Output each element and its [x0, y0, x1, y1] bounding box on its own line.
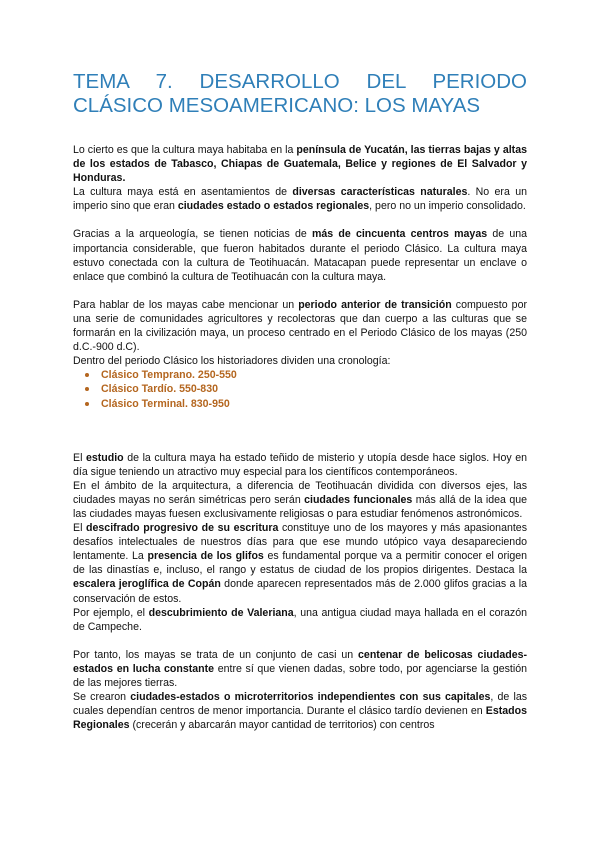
- paragraph-writing: [73, 521, 527, 606]
- text: Gracias a la arqueología, se tienen noticias de: [73, 228, 312, 241]
- text: (crecerán y abarcarán mayor cantidad de territorios) con centros: [129, 719, 435, 732]
- paragraph-transition: [73, 298, 527, 354]
- text: es fundamental porque va a permitir conocer el origen de las dinastías e, incluso, el rango y estatus de ciudad de los propios dirigentes. Destaca la: [73, 550, 528, 577]
- bold-text: presencia de los glifos: [147, 550, 264, 563]
- text: compuesto por una serie de comunidades agricultores y recolectoras que dan cuerpo a las culturas que se formarán en la civilización maya, un proceso centrado en el Periodo Clásico de los mayas (250 d.C.-900 d.C).: [73, 298, 527, 354]
- bold-text: Estados Regionales: [73, 705, 527, 732]
- text: Por ejemplo, el: [73, 606, 149, 619]
- text: constituye uno de los mayores y más apasionantes desafíos intelectuales de nuestros días para que ese mundo utópico vaya desapareciendo lentamente. La: [73, 522, 527, 563]
- text: donde aparecen representados más de 2.000 glifos gracias a la conservación de estos.: [73, 578, 527, 605]
- bold-text: ciudades funcionales: [304, 493, 413, 506]
- paragraph-study: [73, 451, 527, 479]
- bold-text: periodo anterior de transición: [298, 298, 452, 311]
- bold-text: estudio: [85, 451, 124, 464]
- list-item: Clásico Temprano. 250-550: [101, 368, 527, 382]
- list-item: Clásico Tardío. 550-830: [101, 382, 527, 396]
- spacer: [73, 437, 527, 451]
- text: Por tanto, los mayas se trata de un conjunto de casi un: [73, 648, 359, 661]
- bold-text: península de Yucatán, las tierras bajas y altas de los estados de Tabasco, Chiapas de Guatemala, Belice y regiones de El Salvador y Honduras.: [73, 144, 527, 185]
- chronology-list: [73, 368, 527, 410]
- paragraph-city-states: [73, 648, 527, 690]
- text: . No era un imperio sino que eran: [73, 186, 527, 213]
- text: , de las cuales dependían centros de menor importancia. Durante el clásico tardío devienen en: [73, 691, 528, 718]
- page-title: [73, 70, 527, 118]
- paragraph-microterritories: [73, 690, 527, 732]
- text: En el ámbito de la arquitectura, a diferencia de Teotihuacán dividida con diversos ejes, las ciudades mayas no serán simétricas pero serán: [73, 479, 527, 506]
- bold-text: ciudades-estados o microterritorios independientes con sus capitales: [130, 691, 491, 704]
- spacer: [73, 411, 527, 437]
- paragraph-valeriana: [73, 606, 527, 634]
- bold-text: escalera jeroglífica de Copán: [73, 578, 221, 591]
- text: más allá de la idea que las ciudades mayas fuesen exclusivamente religiosas o para estudiar fenómenos astronómicos.: [73, 493, 528, 520]
- text: entre sí que vienen dadas, sobre todo, por agenciarse la gestión de las mejores tierras.: [73, 662, 527, 689]
- spacer: [73, 213, 527, 227]
- spacer: [73, 284, 527, 298]
- paragraph-archaeology: [73, 227, 527, 283]
- bold-text: más de cincuenta centros mayas: [311, 228, 488, 241]
- text: Se crearon: [73, 691, 131, 704]
- bold-text: ciudades estado o estados regionales: [177, 200, 370, 213]
- spacer: [73, 634, 527, 648]
- text: , una antigua ciudad maya hallada en el corazón de Campeche.: [73, 606, 527, 633]
- document-body: [73, 143, 527, 732]
- text: El: [73, 522, 87, 535]
- paragraph-architecture: [73, 479, 527, 521]
- paragraph-chronology-intro: Dentro del periodo Clásico los historiadores dividen una cronología:: [73, 355, 391, 368]
- bold-text: centenar de belicosas ciudades-estados en lucha constante: [73, 648, 528, 675]
- text: Lo cierto es que la cultura maya habitaba en la: [73, 144, 297, 156]
- list-item: Clásico Terminal. 830-950: [101, 397, 527, 411]
- text: La cultura maya está en asentamientos de: [73, 186, 293, 199]
- paragraph-location: [73, 143, 527, 185]
- bold-text: diversas características naturales: [292, 186, 468, 199]
- text: Para hablar de los mayas cabe mencionar un: [73, 298, 299, 311]
- text: El: [73, 451, 86, 464]
- title-line-2: CLÁSICO MESOAMERICANO: LOS MAYAS: [73, 94, 481, 117]
- bold-text: descubrimiento de Valeriana: [148, 606, 294, 619]
- text: de una importancia considerable, que fueron habitados durante el periodo Clásico. La cultura maya estuvo conectada con la cultura de Teotihuacán. Matacapan puede representar un enclave o enlace que combinó la cultura de Teotihuacán con la cultura maya.: [73, 228, 527, 283]
- bold-text: descifrado progresivo de su escritura: [86, 522, 279, 535]
- text: , pero no un imperio consolidado.: [369, 200, 526, 213]
- paragraph-settlements: [73, 185, 527, 213]
- text: de la cultura maya ha estado teñido de misterio y utopía desde hace siglos. Hoy en día sigue teniendo un atractivo muy especial para los científicos contemporáneos.: [73, 451, 527, 478]
- title-line-1: TEMA 7. DESARROLLO DEL PERIODO: [73, 70, 527, 93]
